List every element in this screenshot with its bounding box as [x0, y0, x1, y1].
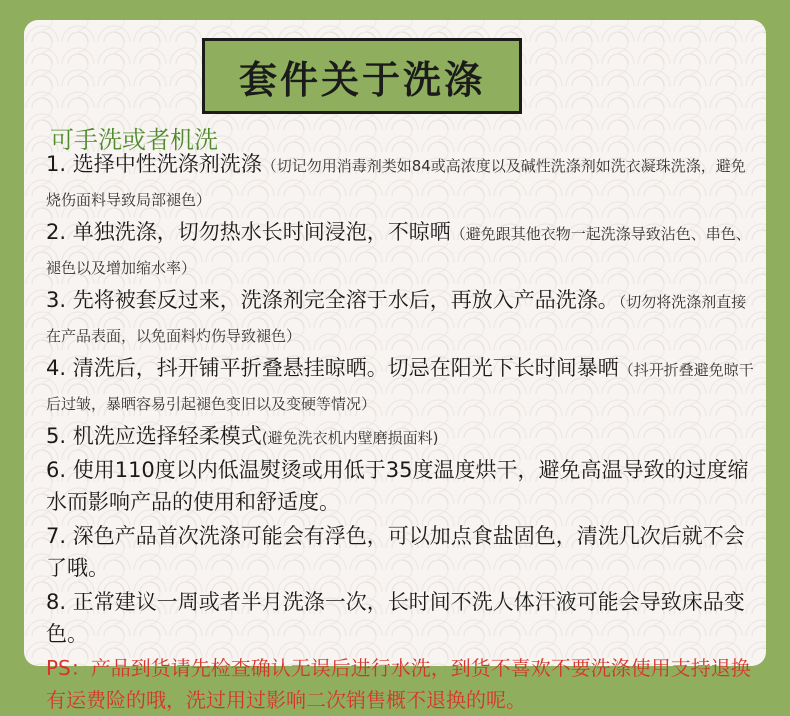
item-main: 6. 使用110度以内低温熨烫或用低于35度温度烘干，避免高温导致的过度缩水而影响产品的使用和舒适度。	[46, 458, 749, 514]
item-main: 3. 先将被套反过来，洗涤剂完全溶于水后，再放入产品洗涤。	[46, 288, 619, 312]
list-item	[46, 352, 756, 420]
instruction-list	[46, 148, 756, 716]
ps-notice: PS：产品到货请先检查确认无误后进行水洗，到货不喜欢不要洗涤使用支持退换有运费险的哦，洗过用过影响二次销售概不退换的呢。	[46, 656, 751, 712]
item-note: （切勿将洗涤剂直接在产品表面，以免面料灼伤导致褪色）	[46, 293, 747, 345]
title-banner	[202, 38, 522, 114]
list-item	[46, 284, 756, 352]
item-note: (避免洗衣机内壁磨损面料)	[261, 429, 439, 447]
content-panel	[24, 20, 766, 712]
item-main: 2. 单独洗涤，切勿热水长时间浸泡，不晾晒	[46, 220, 451, 244]
item-main: 5. 机洗应选择轻柔模式	[46, 424, 262, 448]
item-note: （抖开折叠避免晾干后过皱，暴晒容易引起褪色变旧以及变硬等情况）	[46, 361, 754, 413]
list-item	[46, 454, 756, 520]
item-main: 4. 清洗后，抖开铺平折叠悬挂晾晒。切忌在阳光下长时间暴晒	[46, 356, 619, 380]
item-note: （切记勿用消毒剂类如84或高浓度以及碱性洗涤剂如洗衣凝珠洗涤，避免烧伤面料导致局部褪色）	[46, 157, 746, 209]
list-item	[46, 216, 756, 284]
list-item	[46, 420, 756, 454]
item-note: （避免跟其他衣物一起洗涤导致沾色、串色、褪色以及增加缩水率）	[46, 225, 751, 277]
item-main: 8. 正常建议一周或者半月洗涤一次，长时间不洗人体汗液可能会导致床品变色。	[46, 590, 745, 646]
list-item	[46, 586, 756, 652]
item-main: 7. 深色产品首次洗涤可能会有浮色，可以加点食盐固色，清洗几次后就不会了哦。	[46, 524, 745, 580]
page-title: 套件关于洗涤	[238, 57, 485, 102]
subheading: 可手洗或者机洗	[50, 126, 218, 154]
item-main: 1. 选择中性洗涤剂洗涤	[46, 152, 262, 176]
list-item	[46, 520, 756, 586]
list-item	[46, 148, 756, 216]
